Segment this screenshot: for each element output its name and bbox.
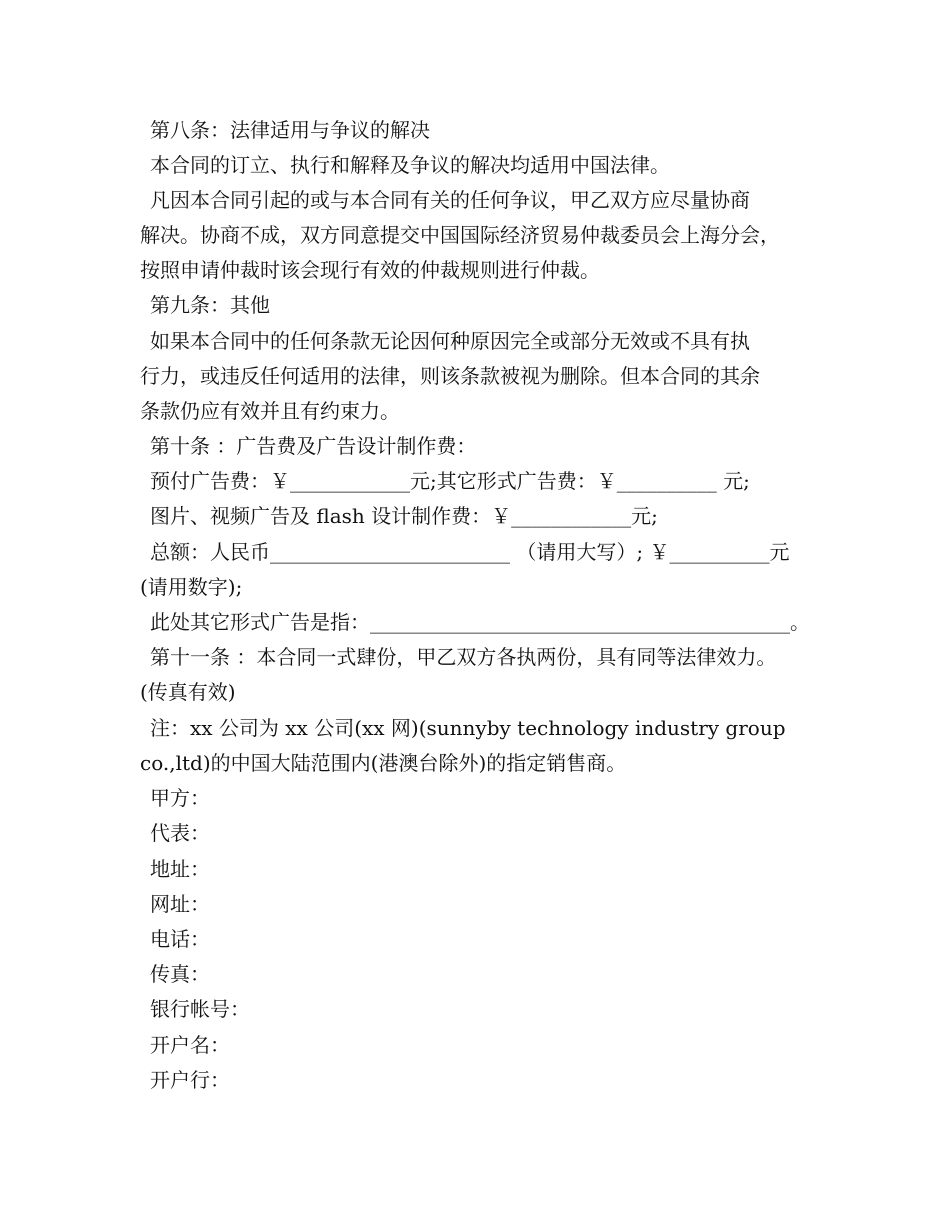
article-8-heading: 第八条：法律适用与争议的解决: [150, 118, 430, 142]
paragraph-line: 如果本合同中的任何条款无论因何种原因完全或部分无效或不具有执: [150, 329, 750, 353]
fax-valid-line: (传真有效): [140, 680, 236, 704]
note-line: co.,ltd)的中国大陆范围内(港澳台除外)的指定销售商。: [140, 751, 627, 775]
paragraph-line: 按照申请仲裁时该会现行有效的仲裁规则进行仲裁。: [140, 258, 600, 282]
note-line: 注：xx 公司为 xx 公司(xx 网)(sunnyby technology industry group: [150, 716, 786, 740]
address-label: 地址：: [150, 857, 210, 881]
paragraph-line: 条款仍应有效并且有约束力。: [140, 399, 400, 423]
paragraph-line: 本合同的订立、执行和解释及争议的解决均适用中国法律。: [150, 153, 670, 177]
total-amount-line: 总额：人民币________________________ （请用大写）; ￥__________元: [150, 540, 790, 564]
account-name-label: 开户名：: [150, 1033, 230, 1057]
phone-label: 电话：: [150, 927, 210, 951]
article-10-heading: 第十条 ：广告费及广告设计制作费：: [150, 434, 477, 458]
website-label: 网址：: [150, 892, 210, 916]
bank-name-label: 开户行：: [150, 1068, 230, 1092]
bank-account-label: 银行帐号：: [150, 997, 250, 1021]
article-9-heading: 第九条：其他: [150, 293, 270, 317]
party-a-label: 甲方：: [150, 786, 210, 810]
design-fee-line: 图片、视频广告及 flash 设计制作费：￥____________元;: [150, 504, 658, 528]
prepaid-fee-line: 预付广告费：￥____________元;其它形式广告费：￥__________ 元;: [150, 469, 750, 493]
representative-label: 代表：: [150, 821, 210, 845]
paragraph-line: 解决。协商不成，双方同意提交中国国际经济贸易仲裁委员会上海分会，: [140, 223, 780, 247]
total-amount-note: (请用数字);: [140, 575, 243, 599]
paragraph-line: 凡因本合同引起的或与本合同有关的任何争议，甲乙双方应尽量协商: [150, 188, 750, 212]
other-ad-form-line: 此处其它形式广告是指：__________________________________________。: [150, 610, 810, 634]
paragraph-line: 行力，或违反任何适用的法律，则该条款被视为删除。但本合同的其余: [140, 364, 760, 388]
fax-label: 传真：: [150, 962, 210, 986]
article-11-line: 第十一条 ：本合同一式肆份，甲乙双方各执两份，具有同等法律效力。: [150, 645, 777, 669]
